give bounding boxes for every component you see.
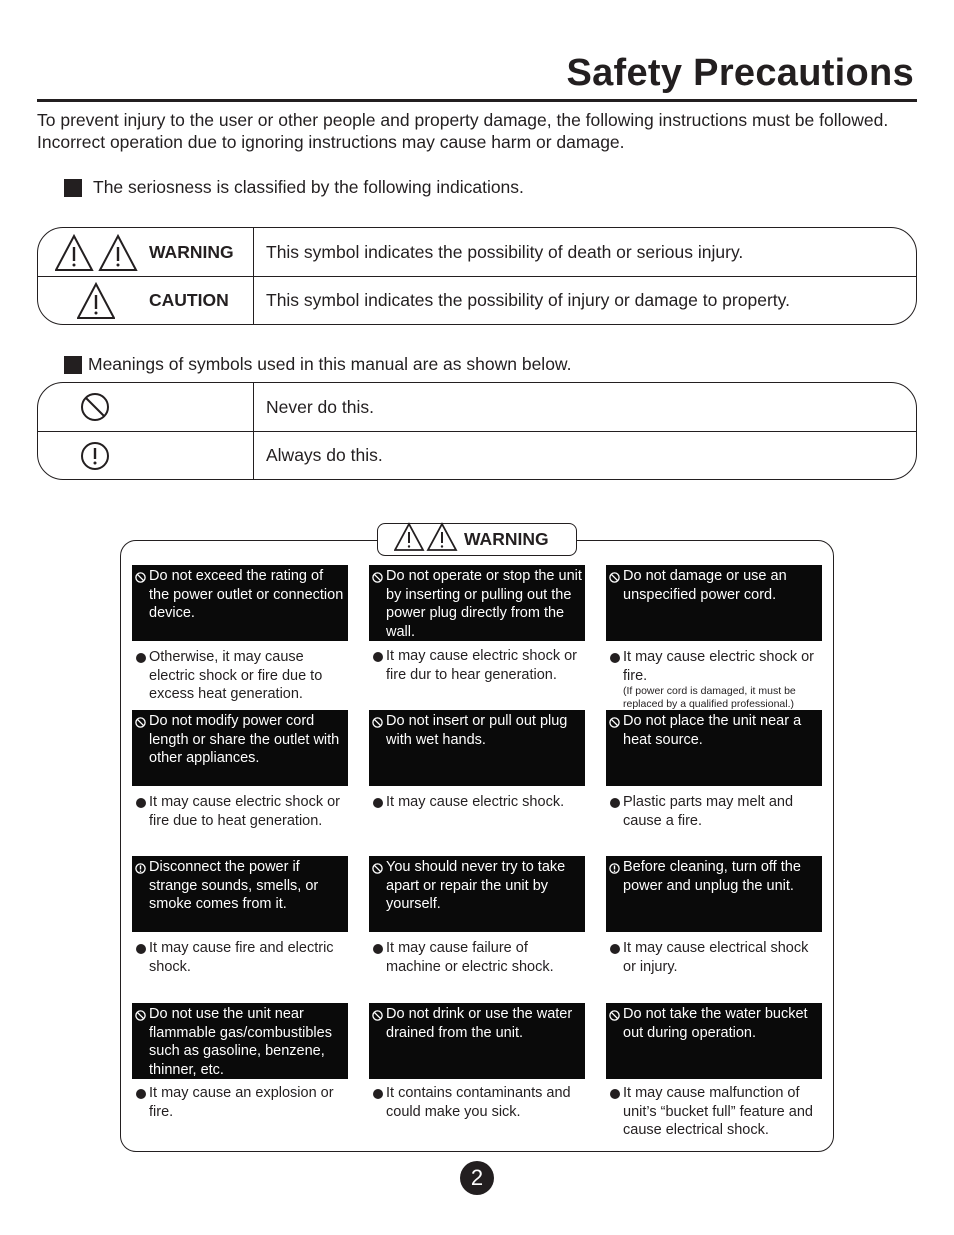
- symbols-text: Meanings of symbols used in this manual are as shown below.: [88, 354, 572, 374]
- warning-item-body: It may cause malfunction of unit’s “bucket full” feature and cause electrical shock.: [606, 1084, 822, 1140]
- warning-item-body: It may cause electrical shock or injury.: [606, 939, 822, 976]
- warning-badge-label: WARNING: [464, 529, 549, 549]
- warning-description: This symbol indicates the possibility of death or serious injury.: [266, 241, 744, 262]
- prohibited-icon: [372, 715, 383, 734]
- warning-item-body: It may cause electric shock or fire dur to hear generation.: [369, 647, 585, 684]
- warning-item: [369, 565, 585, 684]
- bullet-icon: [373, 1089, 383, 1099]
- warning-item: [606, 565, 822, 711]
- caution-description: This symbol indicates the possibility of injury or damage to property.: [266, 290, 790, 310]
- warning-item-body: It may cause failure of machine or electric shock.: [369, 939, 585, 976]
- warning-item-head: You should never try to take apart or repair the unit by yourself.: [369, 856, 585, 932]
- warning-item-head: Do not use the unit near flammable gas/combustibles such as gasoline, benzene, thinner, etc.: [132, 1003, 348, 1079]
- bullet-icon: [136, 1089, 146, 1099]
- prohibited-icon: [372, 1008, 383, 1027]
- warning-item: [369, 710, 585, 812]
- warning-item: [606, 710, 822, 830]
- double-warning-triangle-icon: [55, 234, 139, 277]
- warning-item-body: Otherwise, it may cause electric shock or fire due to excess heat generation.: [132, 648, 348, 704]
- warning-item: [132, 565, 348, 704]
- warning-item-body: It may cause electric shock or fire due to heat generation.: [132, 793, 348, 830]
- warning-item-body: It may cause an explosion or fire.: [132, 1084, 348, 1121]
- warning-badge: [377, 523, 577, 556]
- warning-item-head: Do not modify power cord length or share the outlet with other appliances.: [132, 710, 348, 786]
- mandatory-icon: [609, 861, 620, 880]
- warning-item: [132, 1003, 348, 1121]
- bullet-icon: [136, 653, 146, 663]
- indication-symbol-cell: [38, 277, 254, 324]
- symbol-row-never: [38, 383, 916, 431]
- never-description: Never do this.: [266, 396, 374, 417]
- prohibited-icon: [135, 570, 146, 589]
- prohibited-icon: [609, 570, 620, 589]
- warning-item-head: Before cleaning, turn off the power and unplug the unit.: [606, 856, 822, 932]
- prohibited-icon: [609, 1008, 620, 1027]
- title-divider: [37, 99, 917, 102]
- warning-item: [369, 1003, 585, 1121]
- seriousness-heading: [64, 177, 524, 198]
- warning-item-head: Disconnect the power if strange sounds, smells, or smoke comes from it.: [132, 856, 348, 932]
- warning-item-body: Plastic parts may melt and cause a fire.: [606, 793, 822, 830]
- page-number: 2: [460, 1161, 494, 1195]
- warning-item: [606, 1003, 822, 1140]
- warning-item-body: It contains contaminants and could make you sick.: [369, 1084, 585, 1121]
- bullet-icon: [136, 944, 146, 954]
- double-warning-triangle-icon: [394, 522, 458, 557]
- caution-label: CAUTION: [149, 290, 229, 310]
- prohibited-icon: [372, 570, 383, 589]
- seriousness-text: The seriosness is classified by the following indications.: [93, 177, 524, 197]
- warning-item-head: Do not take the water bucket out during operation.: [606, 1003, 822, 1079]
- prohibited-icon: [609, 715, 620, 734]
- bullet-icon: [610, 653, 620, 663]
- indication-row-warning: [38, 228, 916, 276]
- prohibited-icon: [135, 1008, 146, 1027]
- indication-symbol-cell: [38, 228, 254, 276]
- warning-label: WARNING: [149, 241, 234, 262]
- symbol-row-always: [38, 431, 916, 479]
- warning-item-head: Do not insert or pull out plug with wet hands.: [369, 710, 585, 786]
- mandatory-icon: [135, 861, 146, 880]
- warning-item: [132, 856, 348, 976]
- warning-item: [606, 856, 822, 976]
- mandatory-icon: [80, 441, 110, 476]
- symbol-cell: [38, 432, 254, 479]
- warning-item-head: Do not damage or use an unspecified power cord.: [606, 565, 822, 641]
- warning-item-head: Do not drink or use the water drained from the unit.: [369, 1003, 585, 1079]
- warning-triangle-icon: [77, 282, 115, 325]
- warning-item-head: Do not operate or stop the unit by inserting or pulling out the power plug directly from the wall.: [369, 565, 585, 641]
- page-title: Safety Precautions: [566, 52, 914, 94]
- symbol-cell: [38, 383, 254, 431]
- bullet-icon: [610, 944, 620, 954]
- bullet-icon: [373, 798, 383, 808]
- bullet-icon: [136, 798, 146, 808]
- warning-item-body: It may cause electric shock.: [369, 793, 585, 812]
- symbols-heading: [64, 354, 571, 375]
- prohibited-icon: [135, 715, 146, 734]
- warning-item-note: (If power cord is damaged, it must be replaced by a qualified professional.): [623, 685, 796, 711]
- bullet-icon: [373, 944, 383, 954]
- warning-item: [369, 856, 585, 976]
- square-bullet-icon: [64, 179, 82, 197]
- symbols-table: [37, 382, 917, 480]
- warning-item-head: Do not exceed the rating of the power outlet or connection device.: [132, 565, 348, 641]
- bullet-icon: [373, 652, 383, 662]
- warning-item-body: It may cause fire and electric shock.: [132, 939, 348, 976]
- indications-table: [37, 227, 917, 325]
- prohibited-icon: [372, 861, 383, 880]
- warning-item: [132, 710, 348, 830]
- bullet-icon: [610, 1089, 620, 1099]
- prohibited-icon: [80, 392, 110, 427]
- warning-item-body: It may cause electric shock or fire. (If power cord is damaged, it must be replaced by a qualified professional.): [606, 648, 822, 711]
- indication-row-caution: [38, 276, 916, 324]
- always-description: Always do this.: [266, 445, 383, 465]
- bullet-icon: [610, 798, 620, 808]
- intro-paragraph: To prevent injury to the user or other people and property damage, the following instructions must be followed. Incorrect operation due to ignoring instructions may cause harm or damage.: [37, 110, 889, 152]
- square-bullet-icon: [64, 356, 82, 374]
- warning-item-head: Do not place the unit near a heat source.: [606, 710, 822, 786]
